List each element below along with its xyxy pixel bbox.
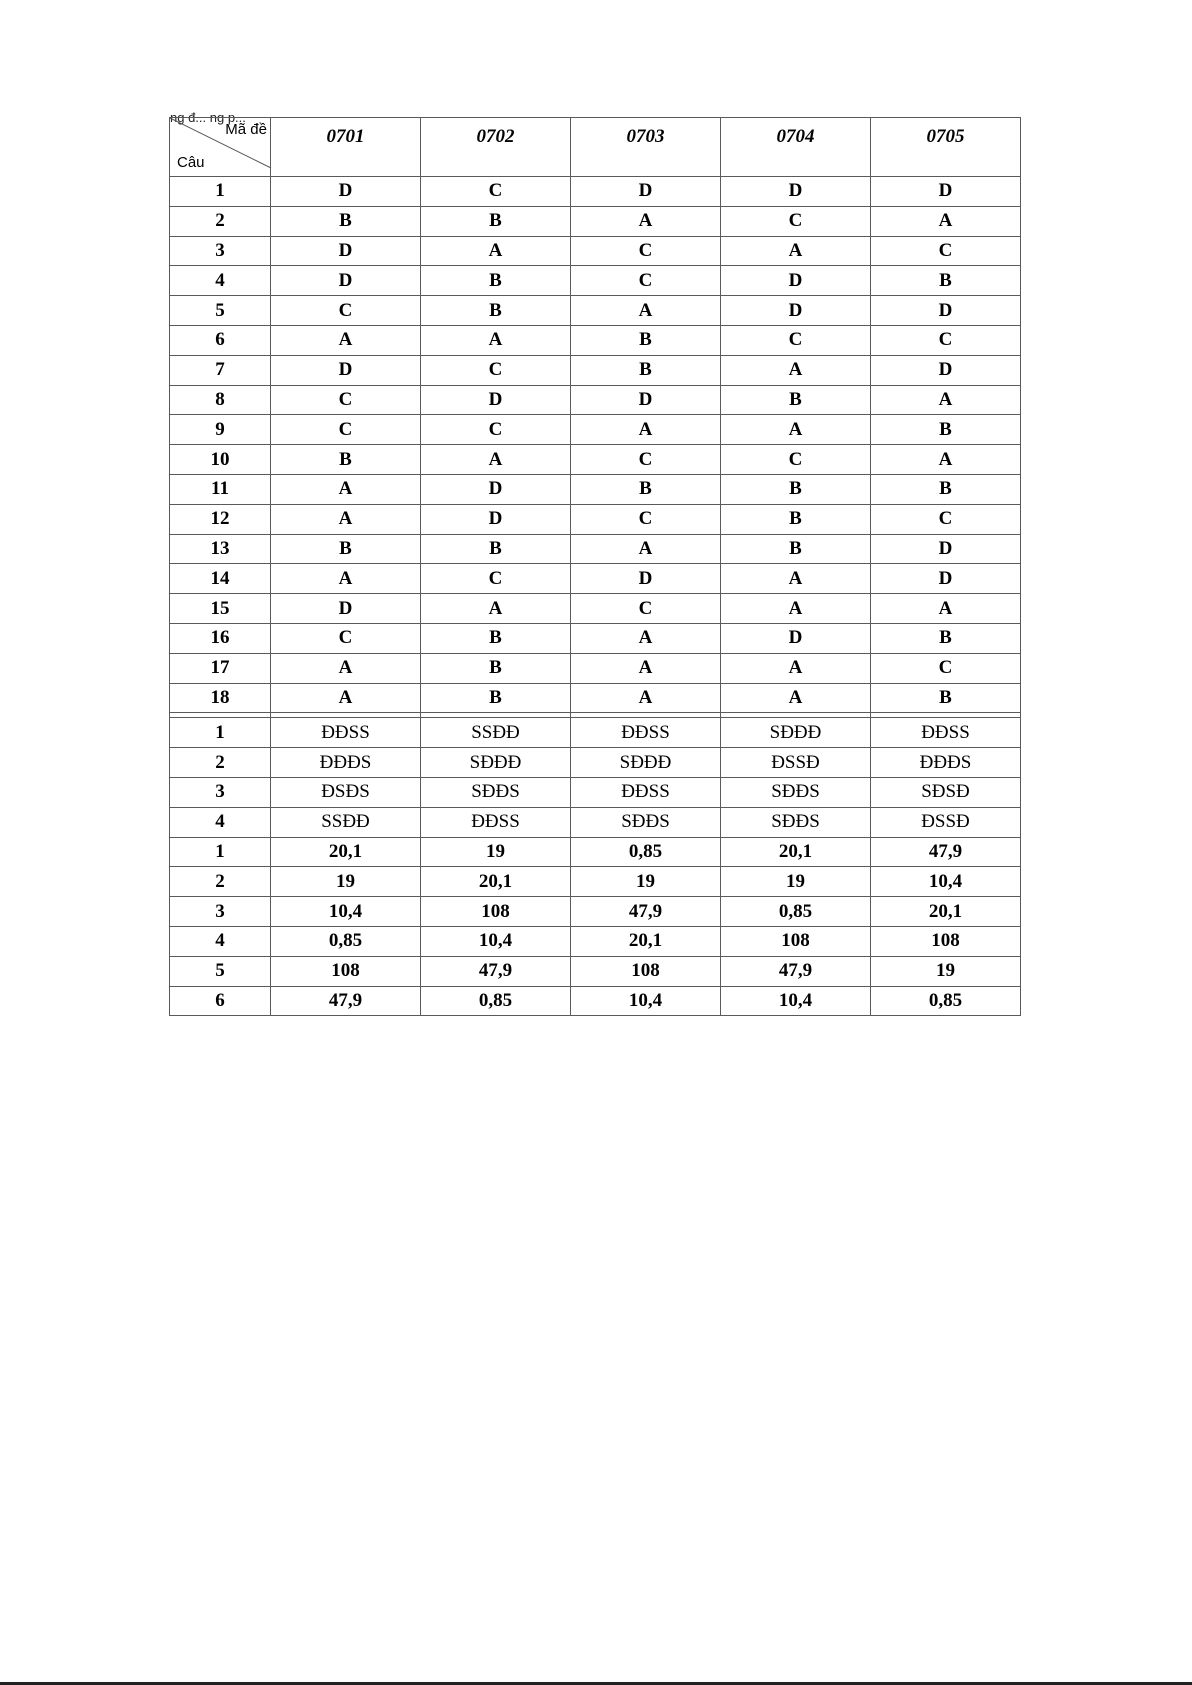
answer-cell: A <box>721 564 871 594</box>
answer-cell: B <box>421 623 571 653</box>
answer-cell: D <box>271 266 421 296</box>
answer-cell: SSĐĐ <box>271 807 421 837</box>
answer-cell: C <box>271 385 421 415</box>
corner-cell <box>170 118 271 177</box>
answer-cell: D <box>871 296 1021 326</box>
question-number: 10 <box>170 445 271 475</box>
answer-cell: B <box>421 296 571 326</box>
answer-cell: ĐĐSS <box>571 718 721 748</box>
answer-cell: B <box>871 683 1021 713</box>
answer-cell: C <box>271 296 421 326</box>
question-number: 2 <box>170 206 271 236</box>
answer-cell: 108 <box>721 926 871 956</box>
answer-cell: 10,4 <box>571 986 721 1016</box>
question-number: 3 <box>170 777 271 807</box>
multiple-choice-row <box>170 355 1021 385</box>
true-false-row <box>170 718 1021 748</box>
exam-code-0703: 0703 <box>571 118 721 177</box>
answer-cell: 19 <box>421 837 571 867</box>
answer-cell: 47,9 <box>421 956 571 986</box>
answer-cell: A <box>571 415 721 445</box>
answer-cell: B <box>421 266 571 296</box>
answer-cell: ĐSSĐ <box>721 748 871 778</box>
answer-cell: C <box>271 623 421 653</box>
question-number: 4 <box>170 807 271 837</box>
answer-cell: B <box>871 415 1021 445</box>
answer-cell: 10,4 <box>421 926 571 956</box>
answer-cell: ĐĐSS <box>271 718 421 748</box>
answer-cell: 19 <box>271 867 421 897</box>
answer-cell: A <box>871 445 1021 475</box>
question-number: 9 <box>170 415 271 445</box>
answer-cell: B <box>421 683 571 713</box>
short-answer-row <box>170 986 1021 1016</box>
question-number: 1 <box>170 718 271 748</box>
answer-cell: A <box>271 683 421 713</box>
answer-cell: ĐĐĐS <box>271 748 421 778</box>
multiple-choice-row <box>170 177 1021 207</box>
answer-cell: SĐĐS <box>721 807 871 837</box>
answer-cell: 19 <box>571 867 721 897</box>
answer-cell: B <box>271 534 421 564</box>
answer-cell: A <box>271 653 421 683</box>
answer-cell: 10,4 <box>871 867 1021 897</box>
short-answer-row <box>170 926 1021 956</box>
answer-cell: A <box>571 206 721 236</box>
exam-code-0705: 0705 <box>871 118 1021 177</box>
multiple-choice-row <box>170 623 1021 653</box>
answer-cell: D <box>271 236 421 266</box>
question-number: 14 <box>170 564 271 594</box>
answer-cell: 47,9 <box>271 986 421 1016</box>
multiple-choice-row <box>170 594 1021 624</box>
question-number: 15 <box>170 594 271 624</box>
answer-cell: A <box>421 325 571 355</box>
answer-cell: A <box>571 683 721 713</box>
answer-cell: D <box>421 474 571 504</box>
multiple-choice-row <box>170 385 1021 415</box>
answer-cell: A <box>271 474 421 504</box>
answer-cell: ĐĐĐS <box>871 748 1021 778</box>
true-false-row <box>170 748 1021 778</box>
answer-cell: D <box>871 355 1021 385</box>
answer-cell: 108 <box>271 956 421 986</box>
answer-cell: D <box>421 504 571 534</box>
answer-cell: 20,1 <box>421 867 571 897</box>
question-number: 1 <box>170 177 271 207</box>
answer-cell: SSĐĐ <box>421 718 571 748</box>
answer-cell: D <box>271 594 421 624</box>
answer-cell: C <box>421 177 571 207</box>
question-number: 1 <box>170 837 271 867</box>
answer-cell: SĐĐS <box>421 777 571 807</box>
answer-cell: A <box>421 594 571 624</box>
answer-cell: D <box>721 177 871 207</box>
multiple-choice-row <box>170 415 1021 445</box>
answer-cell: A <box>421 236 571 266</box>
answer-cell: B <box>271 445 421 475</box>
answer-cell: 0,85 <box>421 986 571 1016</box>
answer-cell: C <box>571 504 721 534</box>
answer-cell: 108 <box>421 897 571 927</box>
answer-cell: SĐĐS <box>571 807 721 837</box>
question-number: 4 <box>170 926 271 956</box>
answer-cell: A <box>721 594 871 624</box>
question-number: 2 <box>170 867 271 897</box>
answer-cell: D <box>571 177 721 207</box>
answer-cell: SĐĐĐ <box>421 748 571 778</box>
answer-cell: 19 <box>721 867 871 897</box>
answer-cell: ĐĐSS <box>571 777 721 807</box>
answer-cell: ĐĐSS <box>421 807 571 837</box>
answer-cell: 47,9 <box>571 897 721 927</box>
answer-cell: C <box>721 445 871 475</box>
multiple-choice-row <box>170 564 1021 594</box>
answer-cell: A <box>721 355 871 385</box>
multiple-choice-row <box>170 266 1021 296</box>
answer-cell: D <box>721 266 871 296</box>
question-number: 3 <box>170 897 271 927</box>
answer-cell: 0,85 <box>871 986 1021 1016</box>
answer-cell: B <box>571 325 721 355</box>
table-header-row <box>170 118 1021 177</box>
answer-cell: 20,1 <box>721 837 871 867</box>
exam-code-label: Mã đề <box>225 121 267 138</box>
question-number: 11 <box>170 474 271 504</box>
answer-cell: SĐĐĐ <box>571 748 721 778</box>
answer-cell: SĐĐS <box>721 777 871 807</box>
answer-cell: A <box>571 653 721 683</box>
answer-cell: A <box>871 385 1021 415</box>
answer-cell: 0,85 <box>271 926 421 956</box>
answer-cell: ĐSSĐ <box>871 807 1021 837</box>
answer-cell: 20,1 <box>271 837 421 867</box>
answer-cell: D <box>271 355 421 385</box>
answer-cell: C <box>871 653 1021 683</box>
multiple-choice-row <box>170 206 1021 236</box>
answer-cell: A <box>571 623 721 653</box>
multiple-choice-row <box>170 296 1021 326</box>
multiple-choice-row <box>170 325 1021 355</box>
answer-cell: B <box>721 504 871 534</box>
question-number: 4 <box>170 266 271 296</box>
answer-cell: D <box>271 177 421 207</box>
multiple-choice-row <box>170 534 1021 564</box>
answer-cell: C <box>421 355 571 385</box>
answer-cell: B <box>271 206 421 236</box>
short-answer-row <box>170 837 1021 867</box>
answer-cell: D <box>871 177 1021 207</box>
multiple-choice-row <box>170 236 1021 266</box>
cropped-heading: ng đ... ng p... <box>170 110 246 125</box>
answer-cell: D <box>421 385 571 415</box>
question-number: 7 <box>170 355 271 385</box>
answer-cell: SĐSĐ <box>871 777 1021 807</box>
answer-cell: C <box>721 206 871 236</box>
answer-cell: C <box>871 325 1021 355</box>
answer-cell: C <box>871 504 1021 534</box>
answer-cell: A <box>871 594 1021 624</box>
question-number: 2 <box>170 748 271 778</box>
question-number: 8 <box>170 385 271 415</box>
answer-cell: A <box>271 504 421 534</box>
answer-cell: B <box>871 266 1021 296</box>
answer-cell: B <box>871 623 1021 653</box>
answer-cell: C <box>571 266 721 296</box>
answer-cell: C <box>271 415 421 445</box>
answer-cell: 47,9 <box>721 956 871 986</box>
answer-cell: D <box>721 296 871 326</box>
answer-cell: ĐĐSS <box>871 718 1021 748</box>
answer-cell: B <box>571 355 721 385</box>
answer-cell: A <box>721 415 871 445</box>
answer-cell: B <box>421 206 571 236</box>
answer-cell: C <box>571 445 721 475</box>
answer-cell: C <box>721 325 871 355</box>
answer-cell: C <box>571 594 721 624</box>
answer-cell: A <box>571 534 721 564</box>
exam-code-0701: 0701 <box>271 118 421 177</box>
answer-cell: 19 <box>871 956 1021 986</box>
answer-cell: D <box>571 385 721 415</box>
answer-cell: ĐSĐS <box>271 777 421 807</box>
answer-cell: A <box>721 236 871 266</box>
answer-cell: C <box>571 236 721 266</box>
question-number: 3 <box>170 236 271 266</box>
answer-cell: B <box>721 385 871 415</box>
question-number: 18 <box>170 683 271 713</box>
short-answer-row <box>170 867 1021 897</box>
answer-cell: A <box>871 206 1021 236</box>
answer-cell: 0,85 <box>571 837 721 867</box>
answer-cell: 20,1 <box>571 926 721 956</box>
answer-cell: 20,1 <box>871 897 1021 927</box>
answer-cell: D <box>571 564 721 594</box>
short-answer-row <box>170 897 1021 927</box>
answer-cell: 108 <box>871 926 1021 956</box>
question-number: 5 <box>170 296 271 326</box>
multiple-choice-row <box>170 474 1021 504</box>
multiple-choice-row <box>170 683 1021 713</box>
question-number: 6 <box>170 986 271 1016</box>
true-false-row <box>170 807 1021 837</box>
question-number: 12 <box>170 504 271 534</box>
answer-cell: D <box>871 534 1021 564</box>
multiple-choice-row <box>170 445 1021 475</box>
answer-cell: A <box>271 325 421 355</box>
answer-cell: A <box>271 564 421 594</box>
answer-cell: 10,4 <box>721 986 871 1016</box>
answer-cell: C <box>421 564 571 594</box>
answer-cell: D <box>721 623 871 653</box>
answer-cell: C <box>871 236 1021 266</box>
answer-cell: B <box>571 474 721 504</box>
answer-cell: A <box>571 296 721 326</box>
question-number: 5 <box>170 956 271 986</box>
question-number: 13 <box>170 534 271 564</box>
answer-cell: C <box>421 415 571 445</box>
answer-cell: A <box>721 683 871 713</box>
multiple-choice-row <box>170 504 1021 534</box>
answer-cell: B <box>871 474 1021 504</box>
question-number: 16 <box>170 623 271 653</box>
question-label: Câu <box>177 154 205 171</box>
answer-cell: A <box>421 445 571 475</box>
answer-cell: 108 <box>571 956 721 986</box>
answer-cell: D <box>871 564 1021 594</box>
answer-key-table <box>169 117 1021 1016</box>
answer-cell: 47,9 <box>871 837 1021 867</box>
multiple-choice-row <box>170 653 1021 683</box>
answer-cell: SĐĐĐ <box>721 718 871 748</box>
answer-cell: B <box>421 653 571 683</box>
answer-cell: B <box>421 534 571 564</box>
answer-cell: B <box>721 534 871 564</box>
exam-code-0704: 0704 <box>721 118 871 177</box>
answer-cell: 0,85 <box>721 897 871 927</box>
answer-cell: B <box>721 474 871 504</box>
exam-code-0702: 0702 <box>421 118 571 177</box>
short-answer-row <box>170 956 1021 986</box>
question-number: 6 <box>170 325 271 355</box>
question-number: 17 <box>170 653 271 683</box>
answer-cell: 10,4 <box>271 897 421 927</box>
answer-cell: A <box>721 653 871 683</box>
true-false-row <box>170 777 1021 807</box>
